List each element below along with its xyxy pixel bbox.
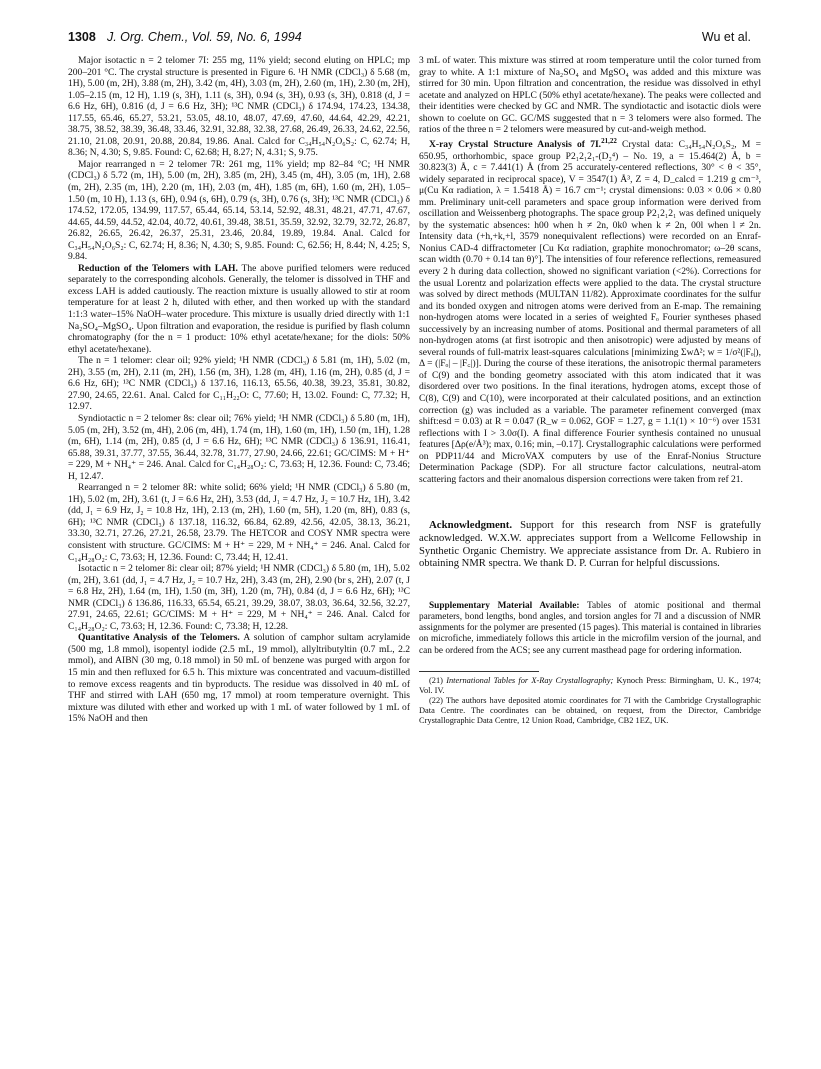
ref21-title: International Tables for X-Ray Crystallography; bbox=[446, 675, 614, 685]
paragraph-telomer-8R: Rearranged n = 2 telomer 8R: white solid; 66% yield; ¹H NMR (CDCl₃) δ 5.80 (m, 1H), 5.02 (m, 2H), 3.61 (t, J = 6.6 Hz, 2H), 3.53 (dd, J₁ = 4.7 Hz, J₂ = 10.7 Hz, 1H), 3.42 (dd, J₁ = 6.9 Hz, J₂ = 10.8 Hz, 1H), 2.13 (m, 2H), 1.60 (m, 5H), 1.20 (m, 8H), 0.83 (s, 6H); ¹³C NMR (CDCl₃) δ 137.18, 116.32, 66.84, 62.89, 42.56, 42.05, 38.13, 36.21, 33.30, 32.71, 27.26, 27.21, 26.58, 23.79. The HETCOR and COSY NMR spectra were consistent with structure. GC/CIMS: M + H⁺ = 229, M + NH₄⁺ = 246. Anal. Calcd for C₁₄H₂₈O₂: C, 73.63; H, 12.36. Found: C, 73.44; H, 12.41. bbox=[68, 482, 410, 563]
reduction-text: The above purified telomers were reduced separately to the corresponding alcohols. Generally, the telomer is dissolved in THF and excess LAH is added cautiously. The reaction mixture is usually allowed to stir at room temperature for at least 2 h, diluted with ether, and then worked up with the standard 1:1:3 water–15% NaOH–water procedure. This mixture is usually dried directly with 1:1 Na₂SO₄–MgSO₄. Upon filtration and evaporation, the residue is purified by flash column chromatography (for the n = 1 product: 10% ethyl acetate/hexane; for the diols: 50% ethyl acetate/hexane). bbox=[68, 262, 411, 355]
paragraph-quantitative-analysis bbox=[68, 632, 410, 724]
reference-21 bbox=[419, 676, 761, 696]
right-column bbox=[419, 55, 761, 726]
paragraph-telomer-7I: Major isotactic n = 2 telomer 7I: 255 mg, 11% yield; second eluting on HPLC; mp 200–201 °C. The crystal structure is presented in Figure 6. ¹H NMR (CDCl₃) δ 5.68 (m, 1H), 5.00 (m, 2H), 3.88 (m, 2H), 3.42 (m, 4H), 3.03 (m, 2H), 2.60 (m, 1H), 2.30 (m, 2H), 1.05–2.15 (m, 12 H), 1.19 (s, 3H), 1.11 (s, 3H), 0.94 (s, 3H), 0.93 (s, 3H), 0.818 (d, J = 6.6 Hz, 6H), 0.816 (d, J = 6.6 Hz, 3H); ¹³C NMR (CDCl₃) δ 174.94, 174.23, 134.38, 117.55, 65.46, 65.27, 53.21, 53.05, 48.10, 48.07, 47.69, 47.60, 44.64, 42.29, 42.21, 38.75, 38.52, 38.39, 36.48, 33.46, 32.91, 32.88, 32.38, 27.68, 26.49, 26.33, 24.62, 22.56, 21.10, 21.08, 20.91, 20.88, 20.84, 19.86. Anal. Calcd for C₃₄H₅₄N₂O₆S₂: C, 62.74; H, 8.36; N, 4.30; S, 9.85. Found: C, 62.68; H, 8.27; N, 4.31; S, 9.75. bbox=[68, 55, 410, 159]
references bbox=[419, 676, 761, 726]
ack-text: Support for this research from NSF is gratefully acknowledged. W.X.W. appreciates support from a Wellcome Fellowship in Synthetic Organic Chemistry. We appreciate assistance from Dr. A. Rubiero in obtaining NMR spectra. We thank D. P. Curran for helpful discussions. bbox=[419, 520, 761, 570]
page-header bbox=[68, 30, 751, 48]
ack-heading: Acknowledgment. bbox=[429, 519, 513, 532]
header-left bbox=[68, 30, 302, 45]
ref21-number: (21) bbox=[429, 675, 443, 685]
running-authors: Wu et al. bbox=[701, 30, 751, 44]
journal-citation: J. Org. Chem., Vol. 59, No. 6, 1994 bbox=[106, 30, 302, 44]
xray-heading-text: X-ray Crystal Structure Analysis of 7I. bbox=[429, 139, 602, 150]
paragraph-reduction-lah bbox=[68, 263, 410, 355]
reference-22: (22) The authors have deposited atomic coordinates for 7I with the Cambridge Crystallographic Data Centre. The coordinates can be obtained, on request, from the Director, Cambridge Crystallographic Data Centre, 12 Union Road, Cambridge, CB2 1EZ, UK. bbox=[419, 695, 761, 725]
quantitative-text: A solution of camphor sultam acrylamide (500 mg, 1.8 mmol), isopentyl iodide (2.5 mL, 19 mmol), allyltributyltin (0.7 mL, 2.2 mmol), and AIBN (30 mg, 0.18 mmol) in 50 mL of benzene was purged with argon for 15 min and then refluxed for 6.5 h. This mixture was concentrated and vacuum-distilled to remove excess reagents and tin byproducts. The residue was dissolved in 40 mL of THF and stirred with LAH (650 mg, 17 mmol) at room temperature overnight. This mixture was diluted with ether and worked up with 1 mL of water followed by 1 mL of 15% NaOH and then bbox=[68, 632, 410, 725]
section-heading-reduction: Reduction of the Telomers with LAH. bbox=[78, 262, 238, 274]
paragraph-continuation: 3 mL of water. This mixture was stirred at room temperature until the color turned from gray to white. A 1:1 mixture of Na₂SO₄ and MgSO₄ was added and this mixture was stirred for 30 min. Upon filtration and concentration, the residue was dissolved in ethyl acetate and analyzed on HPLC (50% ethyl acetate/hexane). The peaks were collected and their identities were checked by GC and NMR. The syndiotactic and isotactic diols were shown to coelute on GC. GC/MS suggested that n = 3 telomers were also formed. The ratios of the three n = 2 telomers were measured by cut-and-weigh method. bbox=[419, 55, 761, 136]
paragraph-telomer-8s: Syndiotactic n = 2 telomer 8s: clear oil; 76% yield; ¹H NMR (CDCl₃) δ 5.80 (m, 1H), 5.05 (m, 2H), 3.52 (m, 4H), 2.06 (m, 4H), 1.74 (m, 1H), 1.60 (m, 1H), 1.50 (m, 1H), 1.28 (m, 6H), 1.14 (m, 2H), 0.85 (d, J = 6.6 Hz, 6H); ¹³C NMR (CDCl₃) δ 136.91, 116.41, 65.88, 39.31, 37.77, 37.55, 36.44, 32.78, 31.77, 27.90, 24.66, 22.61; GC/CIMS: M + H⁺ = 229, M + NH₄⁺ = 246. Anal. Calcd for C₁₄H₂₈O₂: C, 73.63; H, 12.36. Found: C, 73.46; H, 12.47. bbox=[68, 412, 410, 482]
ref21-text: Kynoch Press: Birmingham, U. K., 1974; Vol. IV. bbox=[419, 675, 762, 695]
paragraph-n1-telomer: The n = 1 telomer: clear oil; 92% yield; ¹H NMR (CDCl₃) δ 5.81 (m, 1H), 5.02 (m, 2H), 3.55 (m, 2H), 2.11 (m, 2H), 1.56 (m, 3H), 1.28 (m, 4H), 1.16 (m, 2H), 0.85 (d, J = 6.6 Hz, 6H); ¹³C NMR (CDCl₃) δ 137.16, 116.13, 65.56, 40.38, 39.23, 35.81, 30.82, 27.90, 24.65, 22.61. Anal. Calcd for C₁₁H₂₂O: C, 77.60; H, 13.02. Found: C, 77.32; H, 12.97. bbox=[68, 355, 410, 413]
supp-heading: Supplementary Material Available: bbox=[429, 600, 580, 611]
references-divider bbox=[419, 671, 539, 672]
acknowledgment bbox=[419, 519, 761, 570]
paragraph-telomer-8i: Isotactic n = 2 telomer 8i: clear oil; 87% yield; ¹H NMR (CDCl₃) δ 5.80 (m, 1H), 5.02 (m, 2H), 3.61 (dd, J₁ = 4.7 Hz, J₂ = 10.7 Hz, 2H), 3.43 (m, 2H), 2.90 (br s, 2H), 2.07 (t, J = 6.8 Hz, 2H), 1.64 (m, 1H), 1.50 (m, 3H), 1.20 (m, 7H), 0.84 (d, J = 6.6 Hz, 6H); ¹³C NMR (CDCl₃) δ 136.86, 116.33, 65.54, 65.21, 39.29, 38.07, 38.03, 36.64, 32.56, 32.27, 27.91, 24.65, 22.61; GC/CIMS: M + H⁺ = 229, M + NH₄⁺ = 246. Anal. Calcd for C₁₄H₂₈O₂: C, 73.63; H, 12.36. Found: C, 73.38; H, 12.28. bbox=[68, 563, 410, 632]
supp-text: Tables of atomic positional and thermal parameters, bond lengths, bond angles, and torsion angles for 7I and a discussion of NMR assignments for the polymer are presented (15 pages). This material is contained in libraries on microfiche, immediately follows this article in the microfilm version of the journal, and can be ordered from the ACS; see any current masthead page for ordering information. bbox=[419, 600, 761, 656]
xray-ref-superscript: 21,22 bbox=[601, 136, 617, 145]
section-heading-quantitative: Quantitative Analysis of the Telomers. bbox=[78, 632, 240, 644]
paragraph-xray-analysis bbox=[419, 136, 761, 486]
paragraph-telomer-7R: Major rearranged n = 2 telomer 7R: 261 mg, 11% yield; mp 82–84 °C; ¹H NMR (CDCl₃) δ 5.72 (m, 1H), 5.00 (m, 2H), 3.85 (m, 2H), 3.45 (m, 4H), 3.05 (m, 1H), 2.68 (m, 2H), 2.35 (m, 1H), 2.20 (m, 1H), 2.03 (m, 4H), 1.85 (m, 6H), 1.60 (m, 2H), 1.05–1.50 (m, 10 H), 1.13 (s, 6H), 0.94 (s, 6H), 0.79 (s, 3H), 0.76 (s, 3H); ¹³C NMR (CDCl₃) δ 174.52, 172.05, 134.99, 117.57, 65.44, 65.14, 53.14, 52.92, 48.31, 48.21, 47.71, 47.67, 44.65, 44.59, 44.52, 42.04, 40.72, 40.61, 39.48, 38.51, 35.59, 32.92, 32.79, 32.72, 26.87, 26.82, 26.65, 26.42, 26.37, 25.31, 23.46, 20.84, 19.89, 19.84. Anal. Calcd for C₃₄H₅₄N₂O₆S₂: C, 62.74; H, 8.36; N, 4.30; S, 9.85. Found: C, 62.56; H, 8.44; N, 4.25; S, 9.84. bbox=[68, 158, 410, 263]
xray-text: Crystal data: C₃₄H₅₄N₂O₆S₂, M = 650.95, orthorhombic, space group P2₁2₁2₁-(D₂⁴) – No. 19, a = 15.464(2) Å, b = 30.823(3) Å, c = 7.441(1) Å (from 25 accurately-centered reflections, 30° < θ < 35°, widely separated in reciprocal space), V = 3547(1) Å³, Z = 4, D_calcd = 1.219 g cm⁻³, μ(Cu Kα radiation, λ = 1.5418 Å) = 16.7 cm⁻¹; crystal dimensions: 0.03 × 0.06 × 0.80 mm. Preliminary unit-cell parameters and space group information were derived from oscillation and Weissenberg photographs. The space group P2₁2₁2₁ was defined uniquely by the systematic absences: h00 when h ≠ 2n, 0k0 when k ≠ 2n, 00l when l ≠ 2n. Intensity data (+h,+k,+l, 3579 nonequivalent reflections) were recorded on an Enraf-Nonius CAD-4 diffractometer [Cu Kα radiation, graphite monochromator; ω–2θ scans, scan width (0.70 + 0.14 tan θ)°]. The intensities of four reference reflections, remeasured every 2 h during data collection, showed no significant variation (<2%). Corrections for the usual Lorentz and polarization effects were applied to the data. The crystal structure was solved by direct methods (MULTAN 11/82). Approximate coordinates for the sulfur and its bonded oxygen and nitrogen atoms were derived from an E-map. The remaining non-hydrogen atoms were located in a series of weighted Fₒ Fourier syntheses phased successively by an increasing number of atoms. Positional and thermal parameters of all non-hydrogen atoms (at first isotropic and then anisotropic) were adjusted by means of several rounds of full-matrix least-squares calculations [minimizing ΣwΔ²; w = 1/σ²(|Fₒ|), Δ = (|Fₒ| – |F꜀|)]. During the course of these iterations, the anisotropic thermal parameters of C(9) and the bonding geometry associated with this atom indicated that it was disordered over two positions. In the final iterations, hydrogen atoms, except those of C(8), C(9) and C(10), were incorporated at their calculated positions, and an extinction correction (g) was included as a variable. The parameter refinement converged (max shift:esd = 0.03) at R = 0.047 (R_w = 0.062, GOF = 1.27, g = 1.1(1) × 10⁻⁶) over 1531 reflections with I > 3.0σ(I). A final difference Fourier synthesis contained no unusual features [Δρ(e/Å³); max, 0.16; min, –0.17]. Crystallographic calculations were performed on PDP11/44 and MicroVAX computers by use of the Enraf-Nonius Structure Determination Package (SDP). For all structure factor calculations, neutral-atom scattering factors and their anomalous dispersion corrections were taken from ref 21. bbox=[419, 139, 762, 485]
supplementary-material bbox=[419, 601, 761, 657]
page-number: 1308 bbox=[68, 30, 96, 44]
section-heading-xray bbox=[429, 136, 617, 150]
left-column bbox=[68, 55, 410, 725]
